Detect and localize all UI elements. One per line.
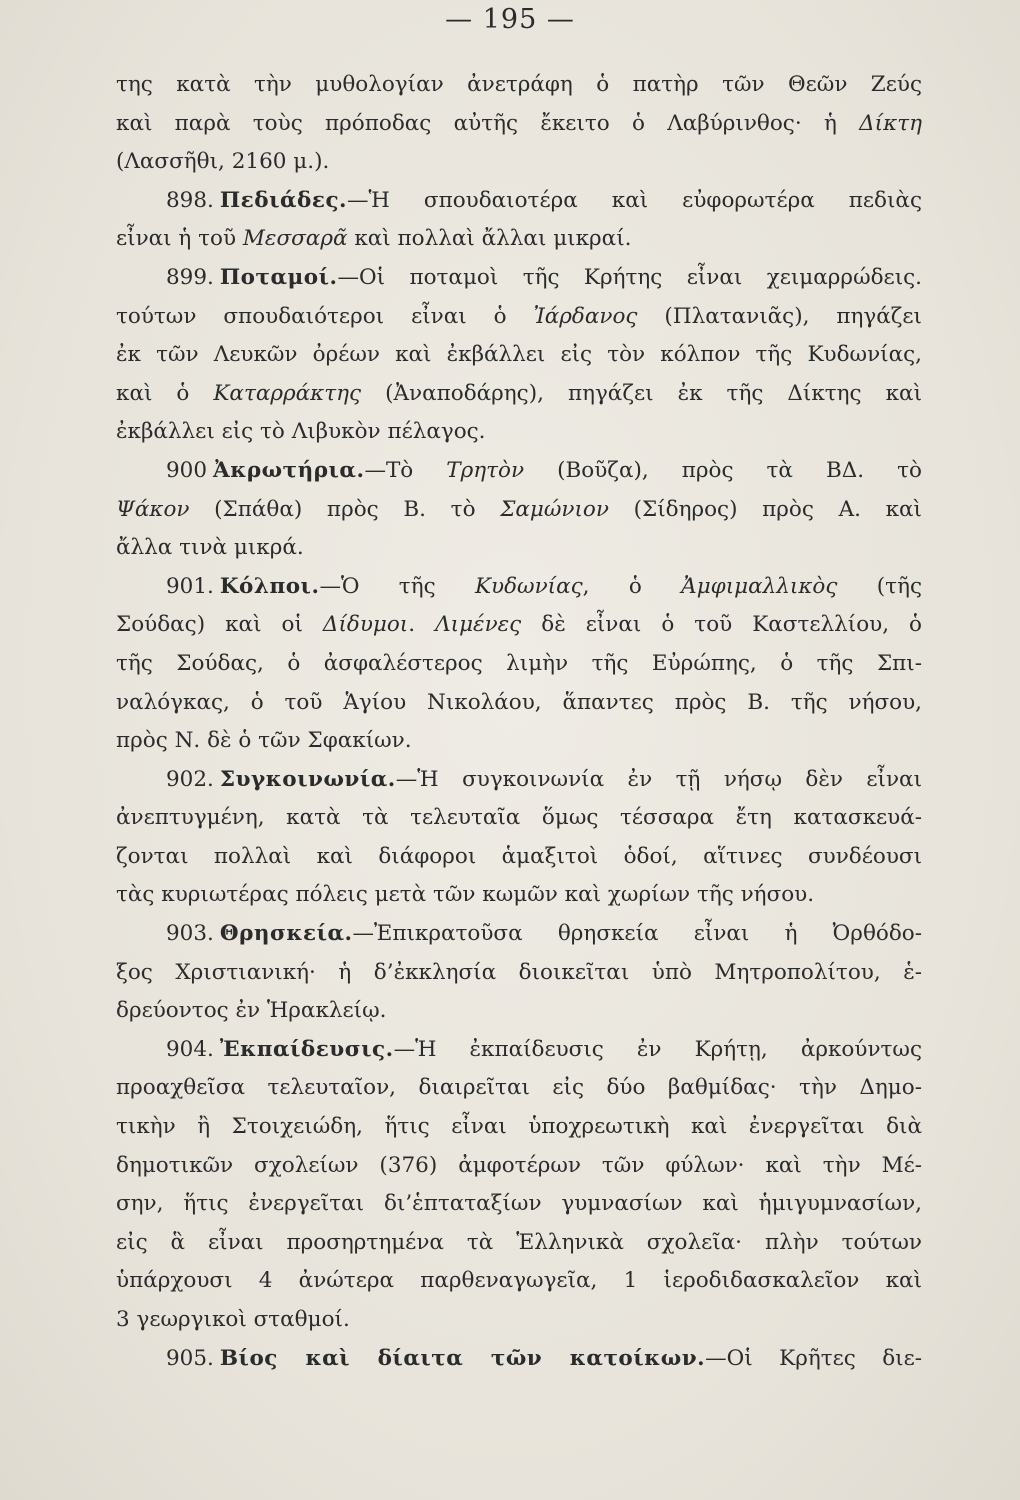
text-line: δημοτικῶν σχολείων (376) ἀμφοτέρων τῶν φύλων· καὶ τὴν Μέ- [116, 1152, 922, 1178]
section-903-heading-line: 903. Θρησκεία.—Ἐπικρατοῦσα θρησκεία εἶναι ἡ Ὀρθόδο- [166, 921, 922, 947]
text-line: καὶ ὁ Καταρράκτης (Ἀναποδάρης), πηγάζει ἐκ τῆς Δίκτης καὶ [116, 380, 922, 406]
section-900-heading-line: 900 Ἀκρωτήρια.—Τὸ Τρητὸν (Βοῦζα), πρὸς τὰ ΒΔ. τὸ [166, 457, 922, 483]
section-901-heading-line: 901. Κόλποι.—Ὁ τῆς Κυδωνίας, ὁ Ἀμφιμαλλικὸς (τῆς [166, 573, 922, 599]
text-line: προαχθεῖσα τελευταῖον, διαιρεῖται εἰς δύο βαθμίδας· τὴν Δημο- [116, 1075, 922, 1101]
section-heading: Βίος καὶ δίαιτα τῶν κατοίκων. [219, 1345, 706, 1371]
text-line: ἐκβάλλει εἰς τὸ Λιβυκὸν πέλαγος. [116, 419, 486, 445]
text-line: ἐκ τῶν Λευκῶν ὀρέων καὶ ἐκβάλλει εἰς τὸν κόλπον τῆς Κυδωνίας, [116, 342, 922, 368]
text-line: σην, ἥτις ἐνεργεῖται δι’ἑπταταξίων γυμνασίων καὶ ἡμιγυμνασίων, [116, 1191, 922, 1217]
section-heading: Θρησκεία. [219, 921, 353, 947]
text-line: ναλόγκας, ὁ τοῦ Ἁγίου Νικολάου, ἅπαντες πρὸς Β. τῆς νήσου, [116, 689, 922, 715]
text-line: ἄλλα τινὰ μικρά. [116, 535, 304, 561]
section-904-heading-line: 904. Ἐκπαίδευσις.—Ἡ ἐκπαίδευσις ἐν Κρήτῃ, ἀρκούντως [166, 1036, 922, 1062]
text-line: πρὸς Ν. δὲ ὁ τῶν Σφακίων. [116, 728, 412, 754]
text-line: της κατὰ τὴν μυθολογίαν ἀνετράφη ὁ πατὴρ τῶν Θεῶν Ζεύς [116, 72, 922, 97]
section-902-heading-line: 902. Συγκοινωνία.—Ἡ συγκοινωνία ἐν τῇ νήσῳ δὲν εἶναι [166, 766, 922, 792]
text-line: εἶναι ἡ τοῦ Μεσσαρᾶ καὶ πολλαὶ ἄλλαι μικραί. [116, 226, 632, 252]
body-text [116, 66, 922, 1378]
text-line: τούτων σπουδαιότεροι εἶναι ὁ Ἰάρδανος (Πλατανιᾶς), πηγάζει [116, 303, 922, 329]
text-line: τικὴν ἢ Στοιχειώδη, ἥτις εἶναι ὑποχρεωτικὴ καὶ ἐνεργεῖται διὰ [116, 1114, 922, 1140]
page-number: — 195 — [445, 4, 575, 35]
text-line: Ψάκον (Σπάθα) πρὸς Β. τὸ Σαμώνιον (Σίδηρος) πρὸς Α. καὶ [116, 496, 922, 522]
section-heading: Συγκοινωνία. [219, 766, 396, 792]
section-heading: Ποταμοί. [219, 264, 338, 290]
text-line: εἰς ἃ εἶναι προσηρτημένα τὰ Ἑλληνικὰ σχολεῖα· πλὴν τούτων [116, 1229, 922, 1255]
text-line: ξος Χριστιανική· ἡ δ’ἐκκλησία διοικεῖται ὑπὸ Μητροπολίτου, ἑ- [116, 959, 922, 985]
text-line: ὑπάρχουσι 4 ἀνώτερα παρθεναγωγεῖα, 1 ἱεροδιδασκαλεῖον καὶ [116, 1268, 922, 1294]
text-line: 3 γεωργικοὶ σταθμοί. [116, 1307, 350, 1332]
text-line: καὶ παρὰ τοὺς πρόποδας αὐτῆς ἔκειτο ὁ Λαβύρινθος· ἡ Δίκτη [116, 110, 922, 136]
text-line: Σούδας) καὶ οἱ Δίδυμοι. Λιμένες δὲ εἶναι ὁ τοῦ Καστελλίου, ὁ [116, 612, 922, 638]
text-line: (Λασσῆθι, 2160 μ.). [116, 149, 330, 175]
section-heading: Ἀκρωτήρια. [213, 457, 365, 483]
text-line: ζονται πολλαὶ καὶ διάφοροι ἁμαξιτοὶ ὁδοί, αἵτινες συνδέουσι [116, 843, 922, 869]
section-905-heading-line: 905. Βίος καὶ δίαιτα τῶν κατοίκων.—Οἱ Κρῆτες διε- [166, 1345, 922, 1371]
section-898-heading-line: 898. Πεδιάδες.—Ἡ σπουδαιοτέρα καὶ εὐφορωτέρα πεδιὰς [166, 187, 922, 213]
text-line: τὰς κυριωτέρας πόλεις μετὰ τῶν κωμῶν καὶ χωρίων τῆς νήσου. [116, 882, 815, 908]
section-heading: Ἐκπαίδευσις. [219, 1036, 394, 1062]
section-heading: Κόλποι. [219, 573, 320, 599]
section-899-heading-line: 899. Ποταμοί.—Οἱ ποταμοὶ τῆς Κρήτης εἶναι χειμαρρώδεις. [166, 264, 922, 290]
text-line: ἀνεπτυγμένη, κατὰ τὰ τελευταῖα ὅμως τέσσαρα ἔτη κατασκευά- [116, 805, 922, 831]
section-heading: Πεδιάδες. [219, 187, 348, 213]
text-line: δρεύοντος ἐν Ἡρακλείῳ. [116, 998, 387, 1024]
text-line: τῆς Σούδας, ὁ ἀσφαλέστερος λιμὴν τῆς Εὐρώπης, ὁ τῆς Σπι- [116, 650, 922, 676]
